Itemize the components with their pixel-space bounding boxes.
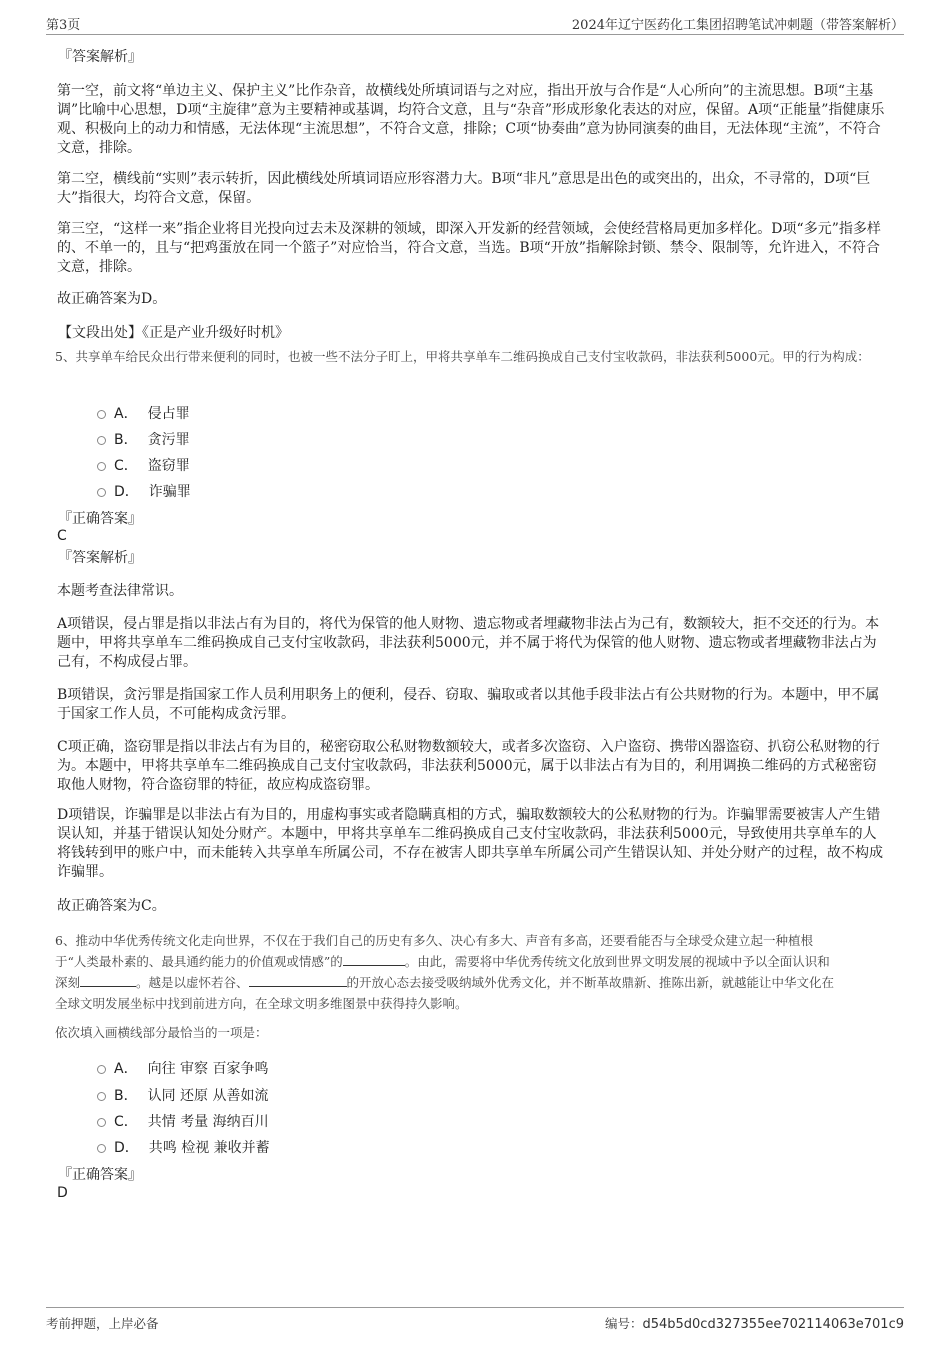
blank-2	[80, 974, 136, 987]
blank-3	[249, 974, 347, 987]
radio-icon[interactable]	[97, 1118, 106, 1127]
q6-correct-label: 『正确答案』	[58, 1167, 142, 1183]
page-footer	[46, 1307, 904, 1332]
document-code: 编号：d54b5d0cd327355ee702114063e701c9	[604, 1316, 904, 1332]
q6-prompt: 依次填入画横线部分最恰当的一项是：	[55, 1025, 268, 1040]
q5-analysis-c: C项正确，盗窃罪是指以非法占有为目的，秘密窃取公私财物数额较大，或者多次盗窃、入户盗窃、携带凶器盗窃、扒窃公私财物的行为。本题中，甲将共享单车二维码换成自己支付宝收款码，非法获利5000元，属于以非法占有为目的，利用调换二维码的方式秘密窃取他人财物，符合盗窃罪的特征，故应构成盗窃罪。	[57, 739, 880, 793]
q5-option-d[interactable]: D． 诈骗罪	[97, 481, 191, 501]
q4-analysis-p2: 第二空，横线前“实则”表示转折，因此横线处所填词语应形容潜力大。B项“非凡”意思是出色的或突出的，出众，不寻常的，D项“巨大”指很大，均符合文意，保留。	[57, 171, 871, 206]
q5-analysis-label: 『答案解析』	[58, 550, 142, 566]
radio-icon[interactable]	[97, 1065, 106, 1074]
q5-analysis-a: A项错误，侵占罪是指以非法占有为目的，将代为保管的他人财物、遗忘物或者埋藏物非法占为己有，数额较大，拒不交还的行为。本题中，甲将共享单车二维码换成自己支付宝收款码，非法获利5000元，并不属于将代为保管的他人财物、遗忘物或者埋藏物非法占为己有，不构成侵占罪。	[57, 616, 880, 670]
radio-icon[interactable]	[97, 436, 106, 445]
q5-option-c[interactable]: C． 盗窃罪	[97, 455, 190, 475]
q5-option-a[interactable]: A． 侵占罪	[97, 403, 190, 423]
q6-option-a[interactable]: A． 向往 审察 百家争鸣	[97, 1058, 268, 1078]
blank-1	[343, 953, 405, 966]
q4-source: 【文段出处】《正是产业升级好时机》	[58, 325, 289, 341]
q5-question: 5、共享单车给民众出行带来便利的同时，也被一些不法分子盯上，甲将共享单车二维码换成自己支付宝收款码，非法获利5000元。甲的行为构成：	[55, 349, 870, 364]
q5-correct-label: 『正确答案』	[58, 511, 142, 527]
page-number: 第3页	[46, 18, 81, 33]
radio-icon[interactable]	[97, 462, 106, 471]
q4-analysis-p3: 第三空，“这样一来”指企业将目光投向过去未及深耕的领域，即深入开发新的经营领域，会使经营格局更加多样化。D项“多元”指多样的、不单一的，且与“把鸡蛋放在同一个篮子”对应恰当，符合文意，当选。B项“开放”指解除封锁、禁令、限制等，允许进入，不符合文意，排除。	[57, 221, 881, 275]
q5-analysis-d: D项错误，诈骗罪是以非法占有为目的，用虚构事实或者隐瞒真相的方式，骗取数额较大的公私财物的行为。诈骗罪需要被害人产生错误认知，并基于错误认知处分财产。本题中，甲将共享单车二维码换成自己支付宝收款码，非法获利5000元，导致使用共享单车的人将钱转到甲的账户中，而未能转入共享单车所属公司，不存在被害人即共享单车所属公司产生错误认知、并处分财产的过程，故不构成诈骗罪。	[57, 807, 883, 880]
q6-question: 6、推动中华优秀传统文化走向世界，不仅在于我们自己的历史有多久、决心有多大、声音有多高，还要看能否与全球受众建立起一种植根 于“人类最朴素的、最具通约能力的价值观或情感”的 。由此，需要将中华优秀传统文化放到世界文明发展的视域中予以全面认识和 深刻 。越是以虚怀若谷、 的开放心态去接受吸纳域外优秀文化，并不断革故鼎新、推陈出新，就越能让中华文化在 全球文明发展坐标中找到前进方向，在全球文明多维图景中获得持久影响。	[55, 933, 835, 1011]
q4-analysis-label: 『答案解析』	[58, 49, 142, 65]
radio-icon[interactable]	[97, 1092, 106, 1101]
radio-icon[interactable]	[97, 488, 106, 497]
q4-conclusion: 故正确答案为D。	[57, 291, 167, 307]
q6-option-d[interactable]: D． 共鸣 检视 兼收并蓄	[97, 1137, 270, 1157]
radio-icon[interactable]	[97, 410, 106, 419]
radio-icon[interactable]	[97, 1144, 106, 1153]
q5-option-b[interactable]: B． 贪污罪	[97, 429, 190, 449]
q5-conclusion: 故正确答案为C。	[57, 898, 166, 914]
document-title: 2024年辽宁医药化工集团招聘笔试冲刺题（带答案解析）	[571, 18, 904, 33]
q5-analysis-intro: 本题考查法律常识。	[57, 583, 183, 599]
page-header	[46, 14, 904, 35]
footer-slogan: 考前押题，上岸必备	[46, 1316, 159, 1331]
q6-option-c[interactable]: C． 共情 考量 海纳百川	[97, 1111, 269, 1131]
q6-correct-answer: D	[57, 1185, 68, 1201]
q5-analysis-b: B项错误，贪污罪是指国家工作人员利用职务上的便利，侵吞、窃取、骗取或者以其他手段非法占有公共财物的行为。本题中，甲不属于国家工作人员，不可能构成贪污罪。	[57, 687, 880, 722]
q5-correct-answer: C	[57, 528, 67, 544]
q6-option-b[interactable]: B． 认同 还原 从善如流	[97, 1085, 269, 1105]
q4-analysis-p1: 第一空，前文将“单边主义、保护主义”比作杂音，故横线处所填词语与之对应，指出开放与合作是“人心所向”的主流思想。B项“主基调”比喻中心思想，D项“主旋律”意为主要精神或基调，均符合文意，且与“杂音”形成形象化表达的对应，保留。A项“正能量”指健康乐观、积极向上的动力和情感，无法体现“主流思想”，不符合文意，排除；C项“协奏曲”意为协同演奏的曲目，无法体现“主流”，不符合文意，排除。	[57, 83, 885, 156]
